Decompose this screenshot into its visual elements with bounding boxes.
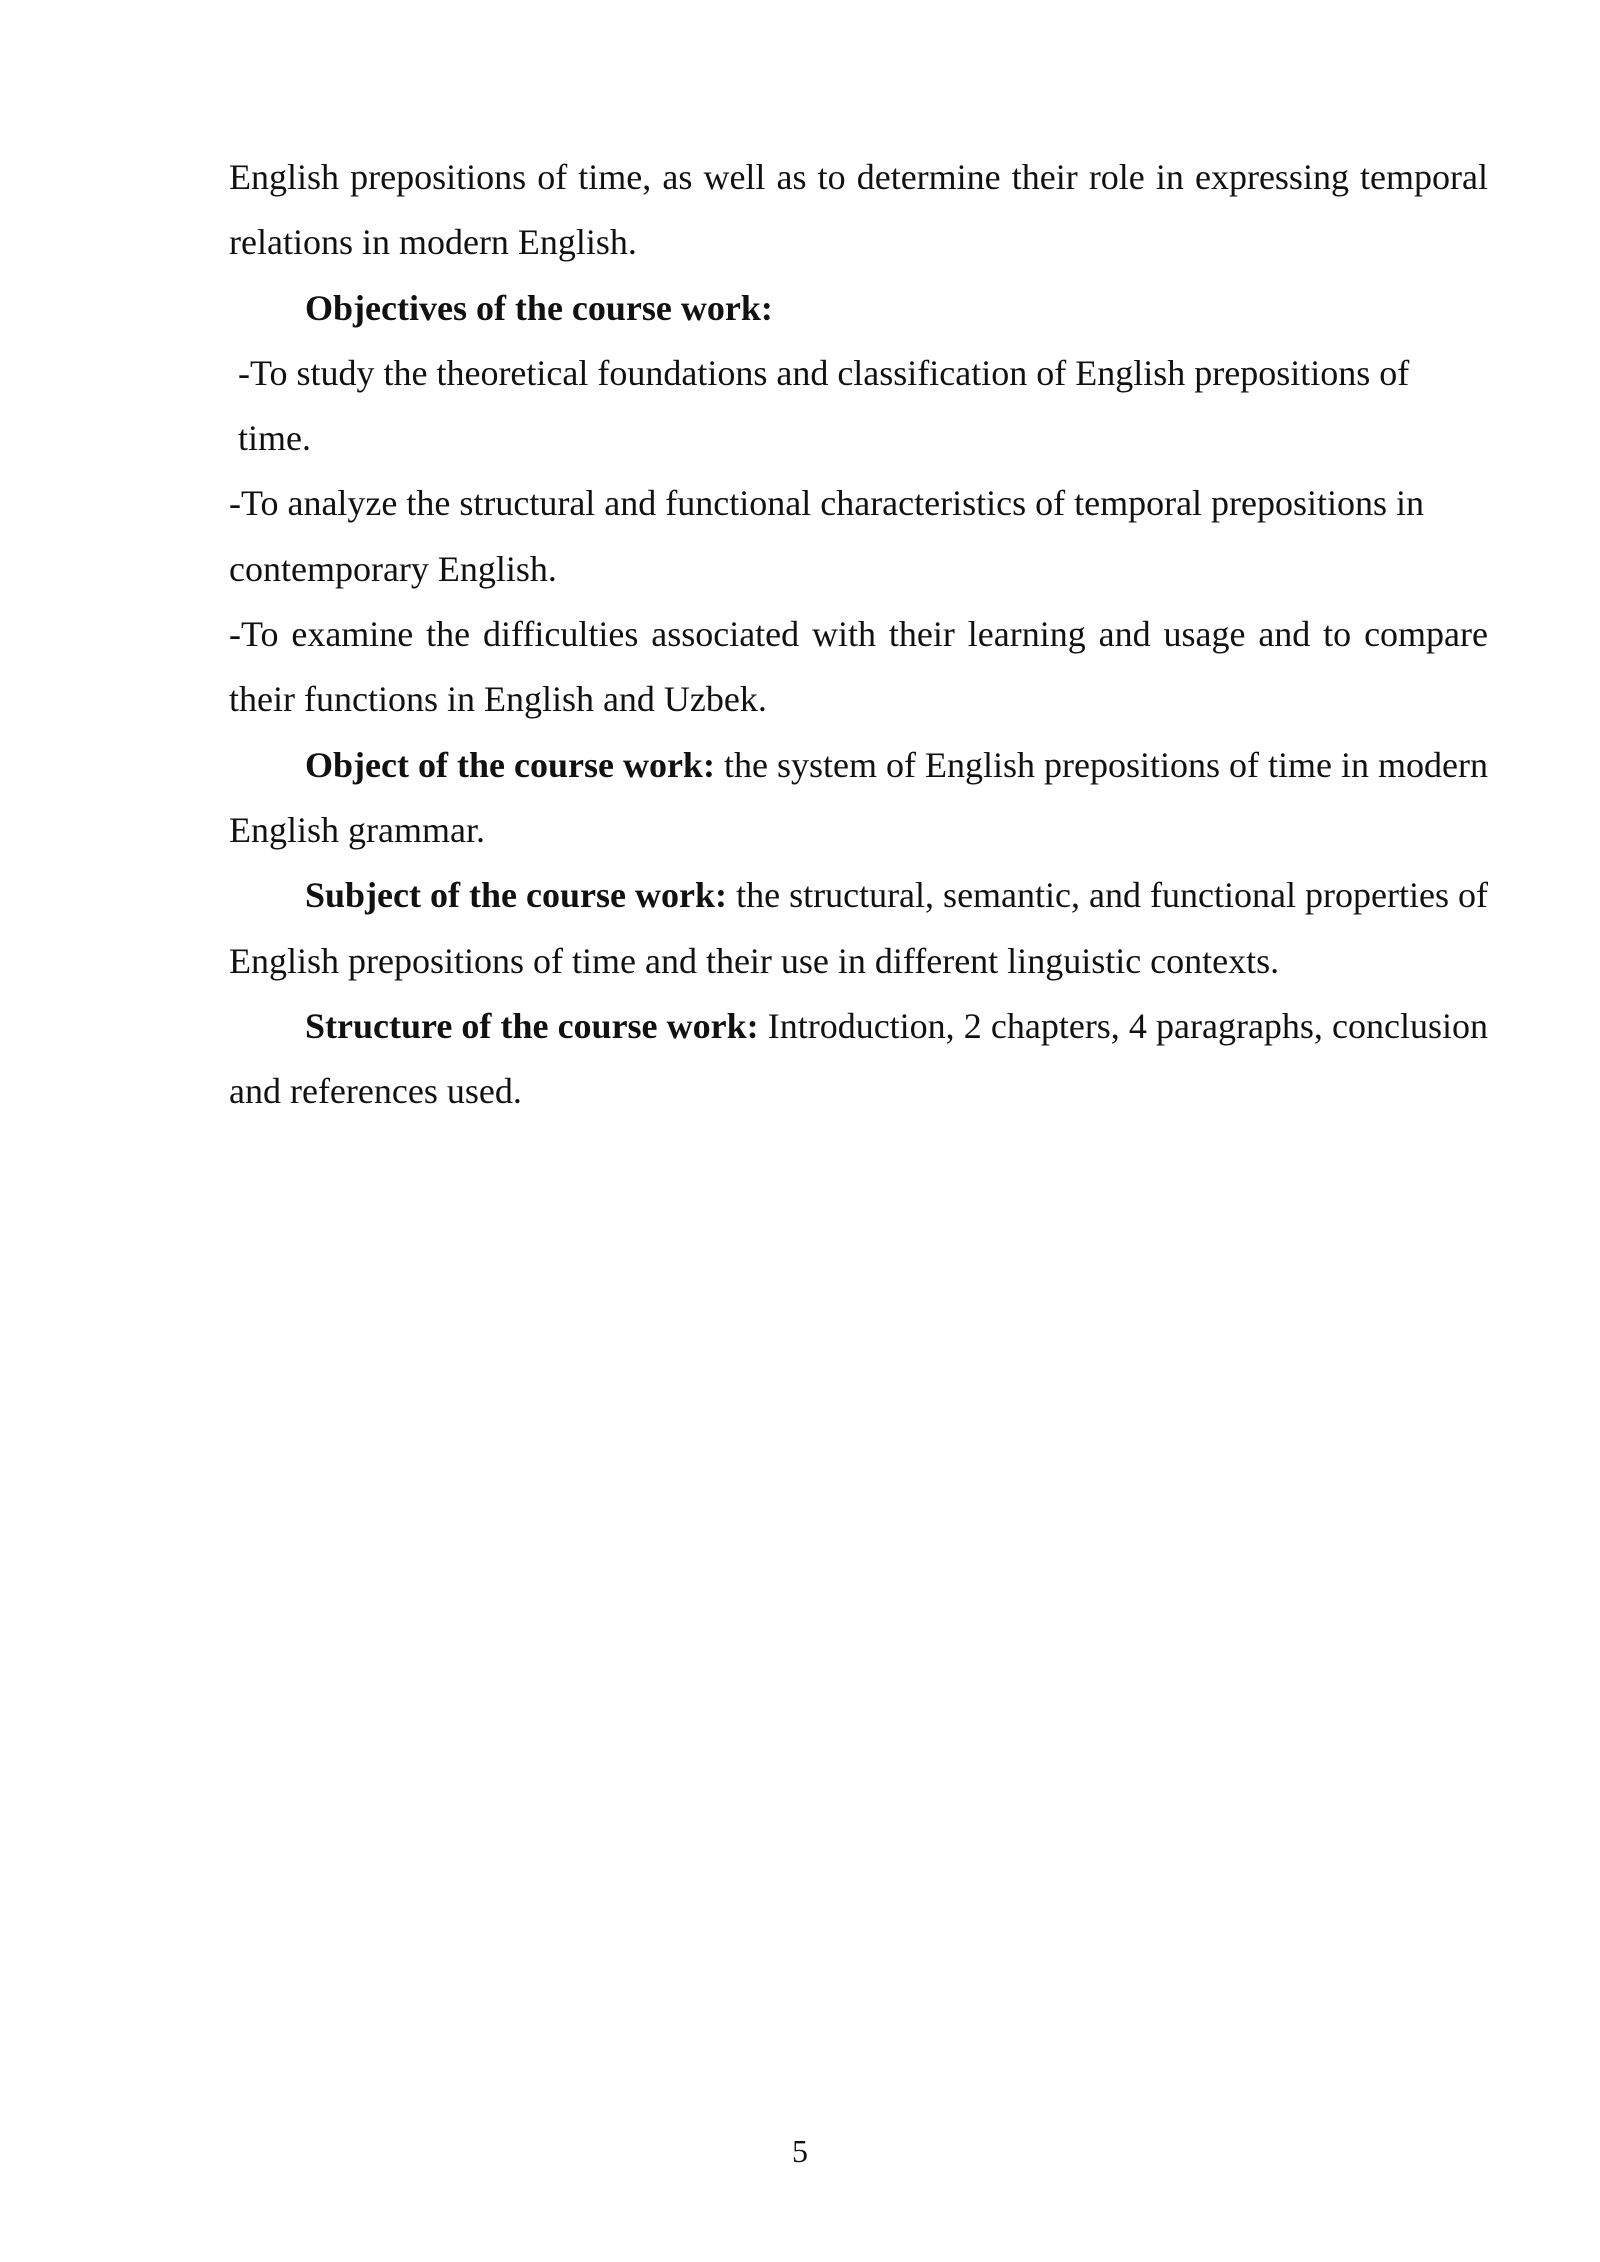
objective-item-1: -To study the theoretical foundations and classification of English prepositions of time. — [238, 352, 1410, 459]
page-number: 5 — [792, 2133, 808, 2169]
object-label: Object of the course work: — [305, 744, 715, 785]
opening-paragraph: English prepositions of time, as well as to determine their role in expressing temporal relations in modern English. — [229, 157, 1488, 263]
objectives-heading: Objectives of the course work: — [305, 287, 773, 328]
subject-text: the structural, semantic, and functional properties of English prepositions of time and their use in different linguistic contexts. — [229, 875, 1488, 981]
object-paragraph — [229, 733, 1488, 864]
object-text: the system of English prepositions of time in modern English grammar. — [229, 744, 1488, 850]
structure-text: Introduction, 2 chapters, 4 paragraphs, conclusion and references used. — [229, 1005, 1488, 1112]
structure-label: Structure of the course work: — [305, 1005, 759, 1046]
structure-paragraph — [229, 994, 1488, 1125]
subject-paragraph — [229, 863, 1488, 994]
objective-item-2: -To analyze the structural and functional characteristics of temporal prepositions in contemporary English. — [229, 483, 1425, 589]
subject-label: Subject of the course work: — [305, 875, 728, 916]
objective-item-3: -To examine the difficulties associated with their learning and usage and to compare their functions in English and Uzbek. — [229, 614, 1488, 720]
page-body — [229, 145, 1488, 1124]
